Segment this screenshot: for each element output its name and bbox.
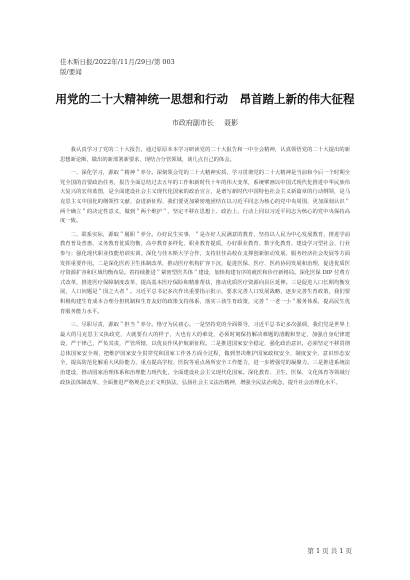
author-name: 聂影 bbox=[224, 119, 239, 127]
paragraph-section-1: 一、深化学习，源取＂精神＂养分。深刻领会党的二十大精神实质，学习贯彻党的二十大精神是当前和今后一个时期全党全国的首要政治任务，报告全面总结过去五年的工作和新时代十年的伟大变革，系统擘画以中国式现代化推进中华民族伟大复兴的宏伟蓝图，是全面建设社会主义现代化国家的政治宣言，是谱写新时代中国特色社会主义新篇章的行动纲领，是马克思主义中国化的纲领性文献、奋进新征程、我们要更加紧密地团结在以习近平同志为核心的党中央周围，更加深刻认识＂两个确立＂的决定性意义，做到＂两个维护＂，坚定不移在思想上、政治上、行动上同以习近平同志为核心的党中央保持高度一致。 bbox=[60, 170, 350, 225]
author-role: 市政府副市长 bbox=[171, 119, 214, 127]
paragraph-section-2: 二、联系实际，源取＂履职＂养分。办好民生实事，＂是办好人民满意的教育，坚持以人民为中心发展教育，推进学前教育普及普惠、义务教育优质均衡，高中教育多样化、职业教育提质，办好职业教育、数字化教育、建设学习型社会、行业参与；强化现代职业技能培训实训。深化与佳木斯大学合作，支持驻佳高校在支撑创新驱动发展、服务经济社会发展等方面发挥重要作用。二是深化医药卫生体制改革，推动医疗机构扩容下沉，促进医保、医疗、医药协同发展和治理，促进优质医疗资源扩容和区域均衡布局。着持续推进＂紧密型医共体＂建设，加快构建有序的就医和诊疗新格局。深化医保 DIP 付费方式改革，推进医疗保障制度改革，提高基本医疗保险和精准帮扶，推动优质医疗资源向县区延伸。三是促进人口长期均衡发展，人口问题是＂国之大者＂。习近平总书记多次作出重要指示批示，要求完善人口发展战略，逐步完善生育政策，我们要积极构建生育成本合理分担机制和生育友好的政策支持体系，落实三孩生育政策，完善＂一老一小＂服务体系，提高民生优育服务能力水平。 bbox=[60, 231, 350, 315]
source-line: 佳木斯日报/2022年/11月/29日/第 003 bbox=[60, 58, 175, 66]
section-line: 版/要闻 bbox=[60, 68, 82, 76]
publication-meta bbox=[60, 57, 175, 77]
article-title: 用党的二十大精神统一思想和行动 昂首踏上新的伟大征程 bbox=[55, 92, 355, 106]
paragraph-intro: 我认真学习了党的二十大报告，通过原原本本学习研读党的二十大报告和一中全会精神，认真领悟党的二十大提出的新思想新论断、做出的新部署新要求，现结合分管领域，谈几点自己的体会。 bbox=[60, 147, 350, 163]
paragraph-section-3: 三、尽职尽责，源取＂担当＂养分。恪守为民初心。一是坚持党的全面领导，习近平总书记多次强调，我们党是世界上最大的马克思主义执政党，大就要有大的样子，大也有大的难处，必须时刻保持解决难题的清醒和坚定，加强自身纪律建设，严于律己，严负其责，严管所辖，以优良作风护航新征程。二是推进国家安全稳定，强化政治意识，必须坚定不移贯彻总体国家安全观，把维护国家安全贯穿党和国家工作各方面全过程，做到坚决维护国家政权安全、制度安全、意识形态安全，提高防范化解重大风险能力，重点提高学校、医院等重点场所安全工作能力，进一步增强党的凝聚力。三是推进系统法治建设，推动国家治理体系和治理能力现代化，全面建设社会主义现代化国家。深化教育、卫生、医保、文化体育等领域行政执法体制改革，全面推进严格规范公正文明执法，弘扬社会主义法治精神，增强全民法治观念，提升社会治理化水平。 bbox=[60, 322, 350, 386]
page-number: 第 1 页 共 1 页 bbox=[307, 547, 352, 555]
article-body bbox=[60, 146, 350, 392]
author-line bbox=[40, 118, 370, 128]
